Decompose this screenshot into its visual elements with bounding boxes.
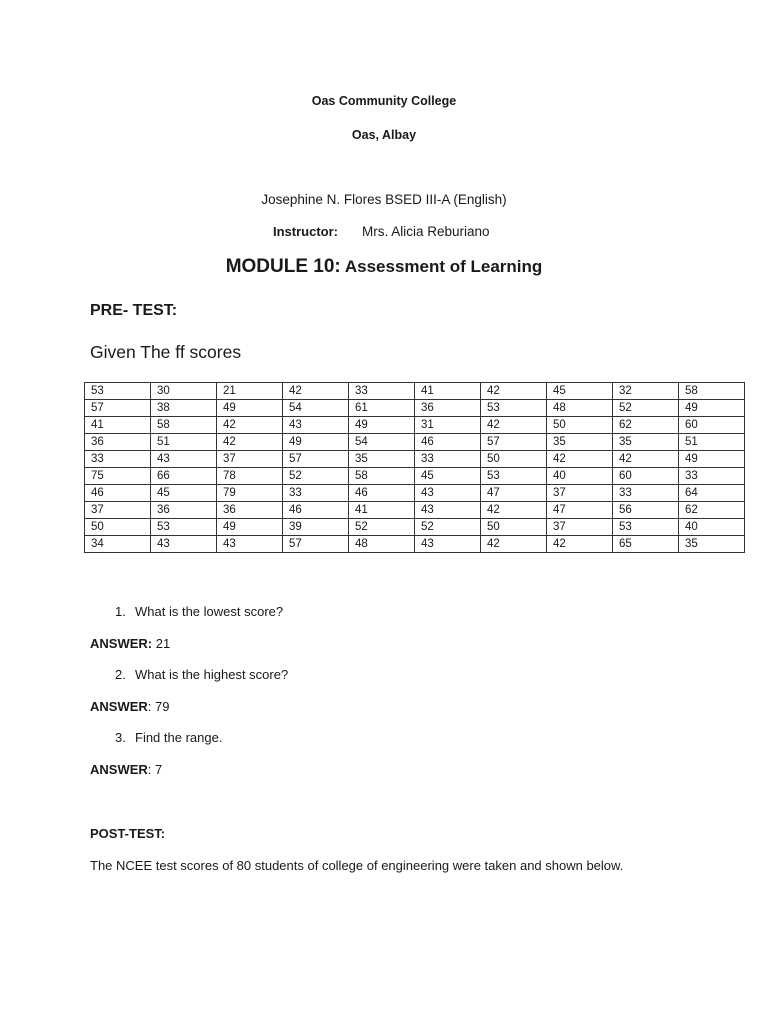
score-cell: 75 (85, 468, 151, 485)
score-cell: 54 (349, 434, 415, 451)
score-cell: 36 (151, 502, 217, 519)
score-cell: 35 (547, 434, 613, 451)
score-cell: 38 (151, 400, 217, 417)
score-cell: 43 (217, 536, 283, 553)
question-3 (115, 730, 222, 745)
score-cell: 53 (85, 383, 151, 400)
score-cell: 43 (151, 536, 217, 553)
score-cell: 66 (151, 468, 217, 485)
score-cell: 50 (85, 519, 151, 536)
answer-3 (90, 762, 162, 777)
score-cell: 61 (349, 400, 415, 417)
question-number: 2. (115, 667, 126, 682)
score-cell: 57 (85, 400, 151, 417)
question-2 (115, 667, 288, 682)
score-cell: 31 (415, 417, 481, 434)
table-row (85, 485, 745, 502)
score-cell: 36 (217, 502, 283, 519)
answer-2 (90, 699, 169, 714)
score-cell: 35 (679, 536, 745, 553)
score-cell: 49 (349, 417, 415, 434)
table-row (85, 400, 745, 417)
answer-value: : 79 (147, 699, 170, 714)
score-cell: 43 (283, 417, 349, 434)
score-cell: 78 (217, 468, 283, 485)
table-row (85, 451, 745, 468)
student-info: Josephine N. Flores BSED III-A (English) (261, 192, 507, 207)
score-cell: 47 (481, 485, 547, 502)
score-cell: 42 (481, 502, 547, 519)
score-cell: 48 (547, 400, 613, 417)
table-row (85, 468, 745, 485)
score-cell: 54 (283, 400, 349, 417)
instructor-line (273, 224, 490, 239)
table-row (85, 417, 745, 434)
answer-label: ANSWER (90, 699, 148, 714)
question-text: What is the lowest score? (135, 604, 284, 619)
score-cell: 46 (415, 434, 481, 451)
college-name: Oas Community College (311, 94, 457, 108)
score-cell: 30 (151, 383, 217, 400)
score-cell: 51 (151, 434, 217, 451)
table-row (85, 519, 745, 536)
answer-value: 21 (152, 636, 171, 651)
question-number: 3. (115, 730, 126, 745)
score-cell: 58 (349, 468, 415, 485)
score-cell: 35 (349, 451, 415, 468)
score-cell: 43 (415, 485, 481, 502)
score-cell: 60 (613, 468, 679, 485)
score-cell: 52 (613, 400, 679, 417)
score-cell: 34 (85, 536, 151, 553)
score-cell: 39 (283, 519, 349, 536)
score-cell: 33 (349, 383, 415, 400)
score-cell: 52 (283, 468, 349, 485)
score-cell: 50 (481, 451, 547, 468)
pretest-heading: PRE- TEST: (90, 302, 178, 319)
score-cell: 42 (613, 451, 679, 468)
score-cell: 45 (547, 383, 613, 400)
module-number: MODULE 10: (225, 256, 341, 277)
question-text: Find the range. (135, 730, 223, 745)
score-cell: 45 (151, 485, 217, 502)
score-cell: 33 (85, 451, 151, 468)
score-cell: 62 (613, 417, 679, 434)
question-1 (115, 604, 283, 619)
score-cell: 42 (547, 536, 613, 553)
score-cell: 43 (415, 502, 481, 519)
score-cell: 53 (481, 400, 547, 417)
score-cell: 53 (481, 468, 547, 485)
given-text: Given The ff scores (90, 342, 242, 362)
score-cell: 33 (415, 451, 481, 468)
score-cell: 35 (613, 434, 679, 451)
table-row (85, 383, 745, 400)
score-cell: 42 (481, 383, 547, 400)
score-cell: 37 (85, 502, 151, 519)
posttest-heading: POST-TEST: (90, 826, 166, 841)
score-cell: 65 (613, 536, 679, 553)
score-cell: 49 (217, 400, 283, 417)
score-cell: 21 (217, 383, 283, 400)
score-cell: 36 (415, 400, 481, 417)
score-cell: 53 (151, 519, 217, 536)
score-cell: 33 (679, 468, 745, 485)
score-cell: 49 (679, 400, 745, 417)
table-row (85, 536, 745, 553)
score-cell: 46 (349, 485, 415, 502)
score-cell: 42 (481, 536, 547, 553)
score-cell: 37 (547, 485, 613, 502)
table-row (85, 502, 745, 519)
score-cell: 62 (679, 502, 745, 519)
score-cell: 36 (85, 434, 151, 451)
score-cell: 51 (679, 434, 745, 451)
score-cell: 42 (217, 417, 283, 434)
score-cell: 32 (613, 383, 679, 400)
score-cell: 41 (415, 383, 481, 400)
score-cell: 45 (415, 468, 481, 485)
scores-table (84, 382, 745, 553)
score-cell: 42 (283, 383, 349, 400)
score-cell: 40 (547, 468, 613, 485)
score-cell: 47 (547, 502, 613, 519)
score-cell: 56 (613, 502, 679, 519)
instructor-name: Mrs. Alicia Reburiano (362, 224, 490, 239)
score-cell: 57 (481, 434, 547, 451)
score-cell: 79 (217, 485, 283, 502)
posttest-text: The NCEE test scores of 80 students of college of engineering were taken and shown below. (90, 858, 624, 873)
score-cell: 33 (613, 485, 679, 502)
score-cell: 37 (217, 451, 283, 468)
score-cell: 41 (349, 502, 415, 519)
score-cell: 49 (217, 519, 283, 536)
answer-label: ANSWER (90, 762, 148, 777)
score-cell: 41 (85, 417, 151, 434)
score-cell: 42 (481, 417, 547, 434)
score-cell: 64 (679, 485, 745, 502)
score-cell: 46 (85, 485, 151, 502)
instructor-label: Instructor: (273, 224, 338, 239)
score-cell: 42 (217, 434, 283, 451)
score-cell: 52 (349, 519, 415, 536)
score-cell: 60 (679, 417, 745, 434)
score-cell: 40 (679, 519, 745, 536)
score-cell: 57 (283, 536, 349, 553)
score-cell: 43 (415, 536, 481, 553)
answer-value: : 7 (147, 762, 163, 777)
score-cell: 52 (415, 519, 481, 536)
module-subject: Assessment of Learning (340, 257, 543, 276)
score-cell: 58 (679, 383, 745, 400)
score-cell: 46 (283, 502, 349, 519)
question-text: What is the highest score? (135, 667, 289, 682)
score-cell: 50 (481, 519, 547, 536)
score-cell: 58 (151, 417, 217, 434)
score-cell: 57 (283, 451, 349, 468)
score-cell: 37 (547, 519, 613, 536)
answer-label: ANSWER: (90, 636, 153, 651)
score-cell: 49 (679, 451, 745, 468)
score-cell: 33 (283, 485, 349, 502)
score-cell: 49 (283, 434, 349, 451)
table-row (85, 434, 745, 451)
score-cell: 48 (349, 536, 415, 553)
question-number: 1. (115, 604, 126, 619)
module-title (0, 256, 768, 278)
answer-1 (90, 636, 170, 651)
score-cell: 43 (151, 451, 217, 468)
score-cell: 53 (613, 519, 679, 536)
score-cell: 42 (547, 451, 613, 468)
college-location: Oas, Albay (351, 128, 417, 142)
score-cell: 50 (547, 417, 613, 434)
